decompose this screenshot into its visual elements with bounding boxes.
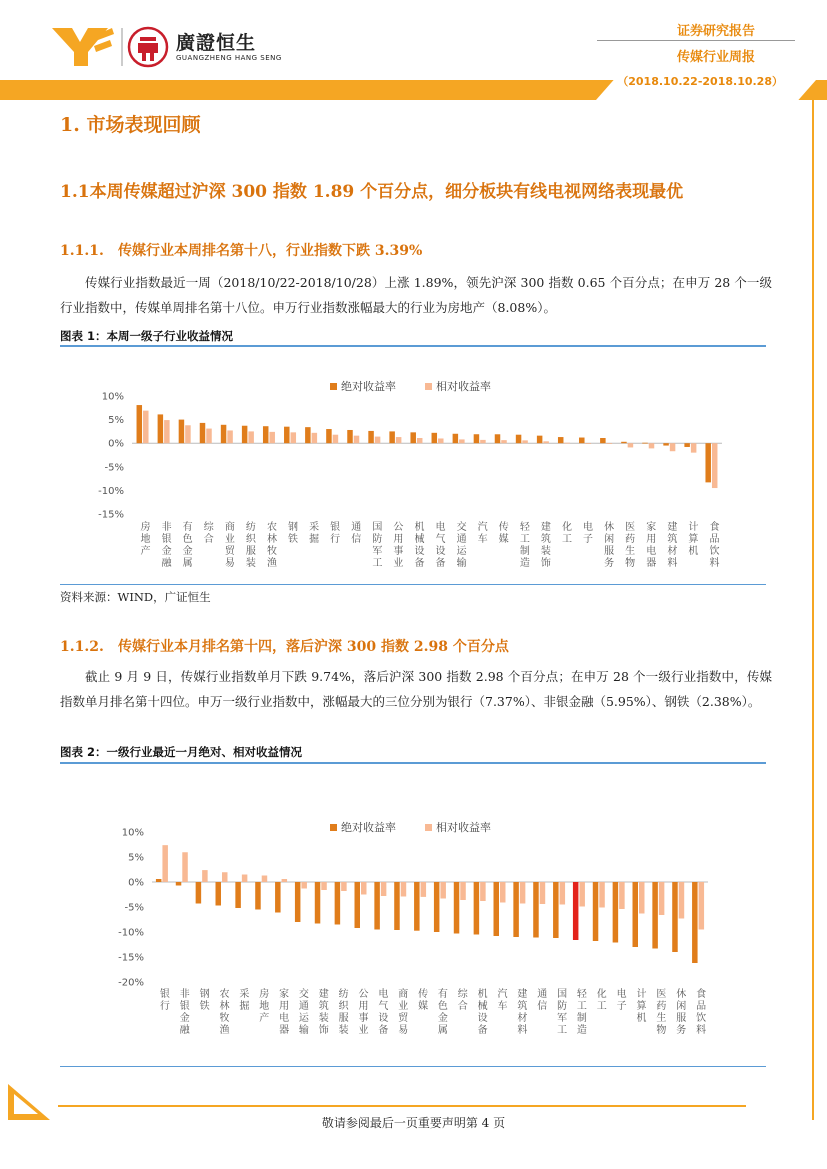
bar-relative: [564, 443, 570, 444]
bar-absolute: [513, 882, 519, 937]
category-label: 国防军工: [557, 989, 568, 1036]
category-label: 钢铁: [288, 522, 299, 545]
report-period: （2018.10.22-2018.10.28）: [617, 75, 783, 88]
bar-relative: [396, 437, 402, 443]
bar-absolute: [158, 414, 164, 443]
monthly-return-chart: [60, 765, 766, 1065]
category-label: 综合: [203, 522, 214, 545]
bar-absolute: [389, 431, 395, 443]
bar-relative: [628, 443, 634, 447]
bar-absolute: [684, 443, 690, 447]
bar-absolute: [315, 882, 321, 924]
category-label: 轻工制造: [519, 522, 530, 569]
bar-absolute: [221, 425, 227, 443]
category-label: 商业贸易: [398, 989, 409, 1036]
category-label: 计算机: [688, 522, 699, 557]
bar-absolute: [347, 430, 353, 443]
y-tick-label: -10%: [98, 485, 124, 497]
category-label: 非银金融: [161, 522, 172, 569]
y-tick-label: 5%: [108, 415, 124, 427]
bar-absolute: [453, 434, 459, 443]
company-name-en: GUANGZHENG HANG SENG: [176, 54, 282, 62]
category-label: 轻工制造: [576, 989, 587, 1036]
bar-absolute: [410, 432, 416, 443]
bar-relative: [459, 439, 465, 443]
heading-text: 传媒行业本月排名第十四，落后沪深 300 指数 2.98 个百分点: [118, 639, 509, 655]
bar-absolute: [672, 882, 678, 952]
bar-absolute: [326, 429, 332, 443]
category-label: 有色金属: [437, 989, 448, 1036]
category-label: 食品饮料: [696, 989, 707, 1036]
bar-absolute: [179, 420, 185, 444]
category-label: 钢铁: [199, 989, 210, 1012]
data-source: 资料来源：WIND，广证恒生: [60, 590, 211, 604]
bar-absolute: [368, 431, 374, 443]
bar-relative: [586, 443, 592, 444]
bar-absolute: [284, 427, 290, 444]
bar-absolute: [621, 442, 627, 443]
right-border-line: [812, 100, 814, 1120]
bar-relative: [301, 882, 307, 889]
bar-relative: [206, 429, 212, 444]
category-label: 家用电器: [279, 989, 290, 1036]
bar-relative: [185, 425, 191, 443]
bar-relative: [619, 882, 625, 909]
category-label: 综合: [457, 989, 468, 1012]
category-label: 休闲服务: [676, 989, 687, 1036]
bar-absolute: [553, 882, 559, 938]
bar-absolute: [335, 882, 341, 925]
bar-absolute: [434, 882, 440, 932]
legend-label-absolute: 绝对收益率: [341, 380, 396, 393]
category-label: 农林牧渔: [219, 989, 230, 1036]
bar-relative: [659, 882, 665, 915]
category-label: 国防军工: [372, 522, 383, 569]
weekly-return-chart: [60, 350, 766, 582]
category-label: 银行: [330, 522, 341, 545]
bar-relative: [417, 438, 423, 443]
category-label: 医药生物: [656, 989, 667, 1036]
y-tick-label: 0%: [108, 438, 124, 450]
bar-relative: [480, 882, 486, 901]
bar-relative: [222, 872, 228, 882]
category-label: 交通运输: [298, 989, 309, 1036]
bar-relative: [679, 882, 685, 919]
category-label: 采掘: [309, 522, 320, 545]
y-tick-label: -10%: [118, 927, 144, 939]
paragraph-weekly: 传媒行业指数最近一周（2018/10/22-2018/10/28）上涨 1.89%，领先沪深 300 指数 0.65 个百分点；在申万 28 个一级行业指数中，传媒单周排名第十八位。申万行业指数涨幅最大的行业为房地产（8.08%）。: [60, 275, 772, 315]
y-tick-label: 10%: [121, 827, 144, 839]
heading-text: 传媒行业本周排名第十八，行业指数下跌 3.39%: [118, 243, 423, 259]
category-label: 计算机: [636, 989, 647, 1024]
bar-relative: [699, 882, 705, 930]
bar-relative: [269, 432, 275, 443]
bar-absolute: [573, 882, 579, 940]
bar-absolute: [633, 882, 639, 947]
category-label: 交通运输: [456, 522, 467, 569]
category-label: 机械设备: [414, 522, 425, 569]
category-label: 公用事业: [358, 989, 369, 1036]
bar-relative: [375, 437, 381, 444]
bar-relative: [242, 875, 248, 883]
bar-absolute: [516, 435, 522, 443]
company-name-cn: 廣證恒生: [176, 32, 257, 54]
bar-relative: [639, 882, 645, 914]
bar-relative: [227, 430, 233, 443]
legend-swatch-relative: [425, 824, 432, 831]
bar-absolute: [593, 882, 599, 941]
bar-absolute: [275, 882, 281, 913]
category-label: 农林牧渔: [266, 522, 277, 569]
bar-absolute: [176, 882, 182, 886]
bar-absolute: [255, 882, 261, 910]
bar-relative: [712, 443, 718, 488]
bar-relative: [162, 845, 168, 882]
bar-absolute: [394, 882, 400, 930]
section-title: 1. 市场表现回顾: [60, 114, 201, 136]
category-label: 化工: [561, 522, 572, 545]
category-label: 医药生物: [625, 522, 636, 569]
bar-absolute: [454, 882, 460, 934]
category-label: 通信: [537, 989, 548, 1012]
bar-relative: [182, 852, 188, 882]
legend-label-relative: 相对收益率: [436, 821, 491, 834]
legend-swatch-relative: [425, 383, 432, 390]
legend-swatch-absolute: [330, 824, 337, 831]
bar-relative: [164, 420, 170, 443]
bar-absolute: [537, 436, 543, 444]
category-label: 家用电器: [646, 522, 657, 569]
heading-number: 1.1.2.: [60, 639, 104, 655]
bar-relative: [262, 876, 268, 883]
bar-absolute: [200, 423, 206, 443]
bar-absolute: [196, 882, 202, 904]
category-label: 汽车: [497, 989, 508, 1012]
y-tick-label: 0%: [128, 877, 144, 889]
bar-absolute: [474, 434, 480, 443]
bar-relative: [460, 882, 466, 900]
bar-relative: [440, 882, 446, 899]
bar-absolute: [242, 426, 248, 443]
category-label: 食品饮料: [709, 522, 720, 569]
category-label: 电子: [616, 989, 627, 1012]
bar-absolute: [355, 882, 361, 928]
category-label: 房地产: [140, 522, 151, 557]
bar-relative: [501, 440, 507, 443]
bar-relative: [500, 882, 506, 903]
figure-2-bottom-rule: [60, 1066, 766, 1067]
category-label: 休闲服务: [604, 522, 615, 569]
bar-relative: [438, 438, 444, 443]
category-label: 汽车: [477, 522, 488, 545]
bar-absolute: [652, 882, 658, 949]
bar-relative: [540, 882, 546, 904]
category-label: 采掘: [239, 989, 250, 1012]
report-name: 传媒行业周报: [676, 50, 755, 65]
category-label: 传媒: [498, 522, 509, 545]
subsection-title: 1.1本周传媒超过沪深 300 指数 1.89 个百分点，细分板块有线电视网络表现最优: [60, 182, 684, 202]
legend-label-absolute: 绝对收益率: [341, 821, 396, 834]
bar-absolute: [295, 882, 301, 922]
category-label: 电子: [583, 522, 594, 545]
bar-relative: [522, 440, 528, 443]
header-divider: [597, 40, 795, 41]
bar-relative: [670, 443, 676, 451]
bar-absolute: [474, 882, 480, 935]
bar-absolute: [642, 443, 648, 444]
category-label: 纺织服装: [338, 989, 349, 1036]
bar-absolute: [705, 443, 711, 482]
heading-1-1-1: [60, 240, 422, 260]
legend-swatch-absolute: [330, 383, 337, 390]
bar-relative: [421, 882, 427, 897]
bar-relative: [607, 443, 613, 444]
report-type: 证券研究报告: [676, 24, 755, 39]
category-label: 房地产: [259, 989, 270, 1024]
heading-1-1-2: [60, 636, 509, 656]
bar-relative: [691, 443, 697, 452]
bar-relative: [649, 443, 655, 448]
bar-relative: [361, 882, 367, 895]
bar-absolute: [216, 882, 222, 906]
paragraph-monthly: 截止 9 月 9 日，传媒行业指数单月下跌 9.74%，落后沪深 300 指数 2.98 个百分点；在申万 28 个一级行业指数中，传媒指数单月排名第十四位。申万一级行业指数中，涨幅最大的三位分别为银行（7.37%）、非银金融（5.95%）、钢铁（2.38%）。: [60, 669, 772, 709]
bar-absolute: [613, 882, 619, 943]
bar-relative: [560, 882, 566, 905]
figure-2-title: 图表 2：一级行业最近一月绝对、相对收益情况: [60, 745, 303, 759]
bar-absolute: [137, 405, 143, 443]
category-label: 通信: [351, 522, 362, 545]
bar-relative: [248, 431, 254, 443]
category-label: 化工: [596, 989, 607, 1012]
bar-relative: [599, 882, 605, 908]
bar-relative: [291, 432, 297, 443]
bar-relative: [321, 882, 327, 890]
y-tick-label: -15%: [118, 952, 144, 964]
category-label: 电气设备: [378, 989, 389, 1036]
category-label: 建筑装饰: [318, 989, 329, 1036]
category-label: 银行: [159, 989, 170, 1012]
bar-absolute: [156, 879, 162, 882]
bar-relative: [333, 435, 339, 443]
figure-2-top-rule: [60, 762, 766, 764]
figure-1-bottom-rule: [60, 584, 766, 585]
y-tick-label: 5%: [128, 852, 144, 864]
y-tick-label: 10%: [101, 391, 124, 403]
bar-absolute: [692, 882, 698, 963]
bar-relative: [143, 411, 149, 444]
legend-label-relative: 相对收益率: [436, 380, 491, 393]
bar-absolute: [235, 882, 241, 908]
category-label: 有色金属: [182, 522, 193, 569]
bar-absolute: [494, 882, 500, 936]
category-label: 非银金融: [179, 989, 190, 1036]
bar-relative: [579, 882, 585, 907]
category-label: 电气设备: [435, 522, 446, 569]
y-tick-label: -5%: [124, 902, 144, 914]
bar-absolute: [414, 882, 420, 931]
figure-1-title: 图表 1：本周一级子行业收益情况: [60, 329, 234, 343]
heading-number: 1.1.1.: [60, 243, 104, 259]
category-label: 建筑材料: [517, 989, 528, 1036]
category-label: 机械设备: [477, 989, 488, 1036]
y-tick-label: -20%: [118, 977, 144, 989]
bar-relative: [354, 436, 360, 444]
category-label: 建筑材料: [667, 522, 678, 569]
bar-absolute: [374, 882, 380, 930]
category-label: 公用事业: [393, 522, 404, 569]
category-label: 传媒: [418, 989, 429, 1012]
y-tick-label: -15%: [98, 509, 124, 521]
bar-absolute: [579, 438, 585, 444]
bar-absolute: [495, 434, 501, 443]
category-label: 纺织服装: [245, 522, 256, 569]
bar-relative: [520, 882, 526, 904]
bar-relative: [480, 440, 486, 443]
bar-relative: [282, 879, 288, 882]
bar-relative: [401, 882, 407, 897]
figure-1-top-rule: [60, 345, 766, 347]
y-tick-label: -5%: [104, 462, 124, 474]
bar-relative: [381, 882, 387, 896]
footer-text: 敬请参阅最后一页重要声明第 4 页: [321, 1116, 506, 1130]
bar-relative: [202, 870, 208, 882]
footer-bar: [58, 1105, 746, 1107]
bar-absolute: [558, 437, 564, 443]
bar-absolute: [533, 882, 539, 938]
bar-absolute: [305, 427, 311, 443]
bar-absolute: [600, 438, 606, 443]
bar-relative: [543, 441, 549, 443]
category-label: 商业贸易: [224, 522, 235, 569]
bar-relative: [341, 882, 347, 891]
bar-absolute: [432, 433, 438, 443]
bar-absolute: [263, 426, 269, 443]
bar-relative: [312, 433, 318, 443]
category-label: 建筑装饰: [540, 522, 551, 569]
bar-absolute: [663, 443, 669, 445]
